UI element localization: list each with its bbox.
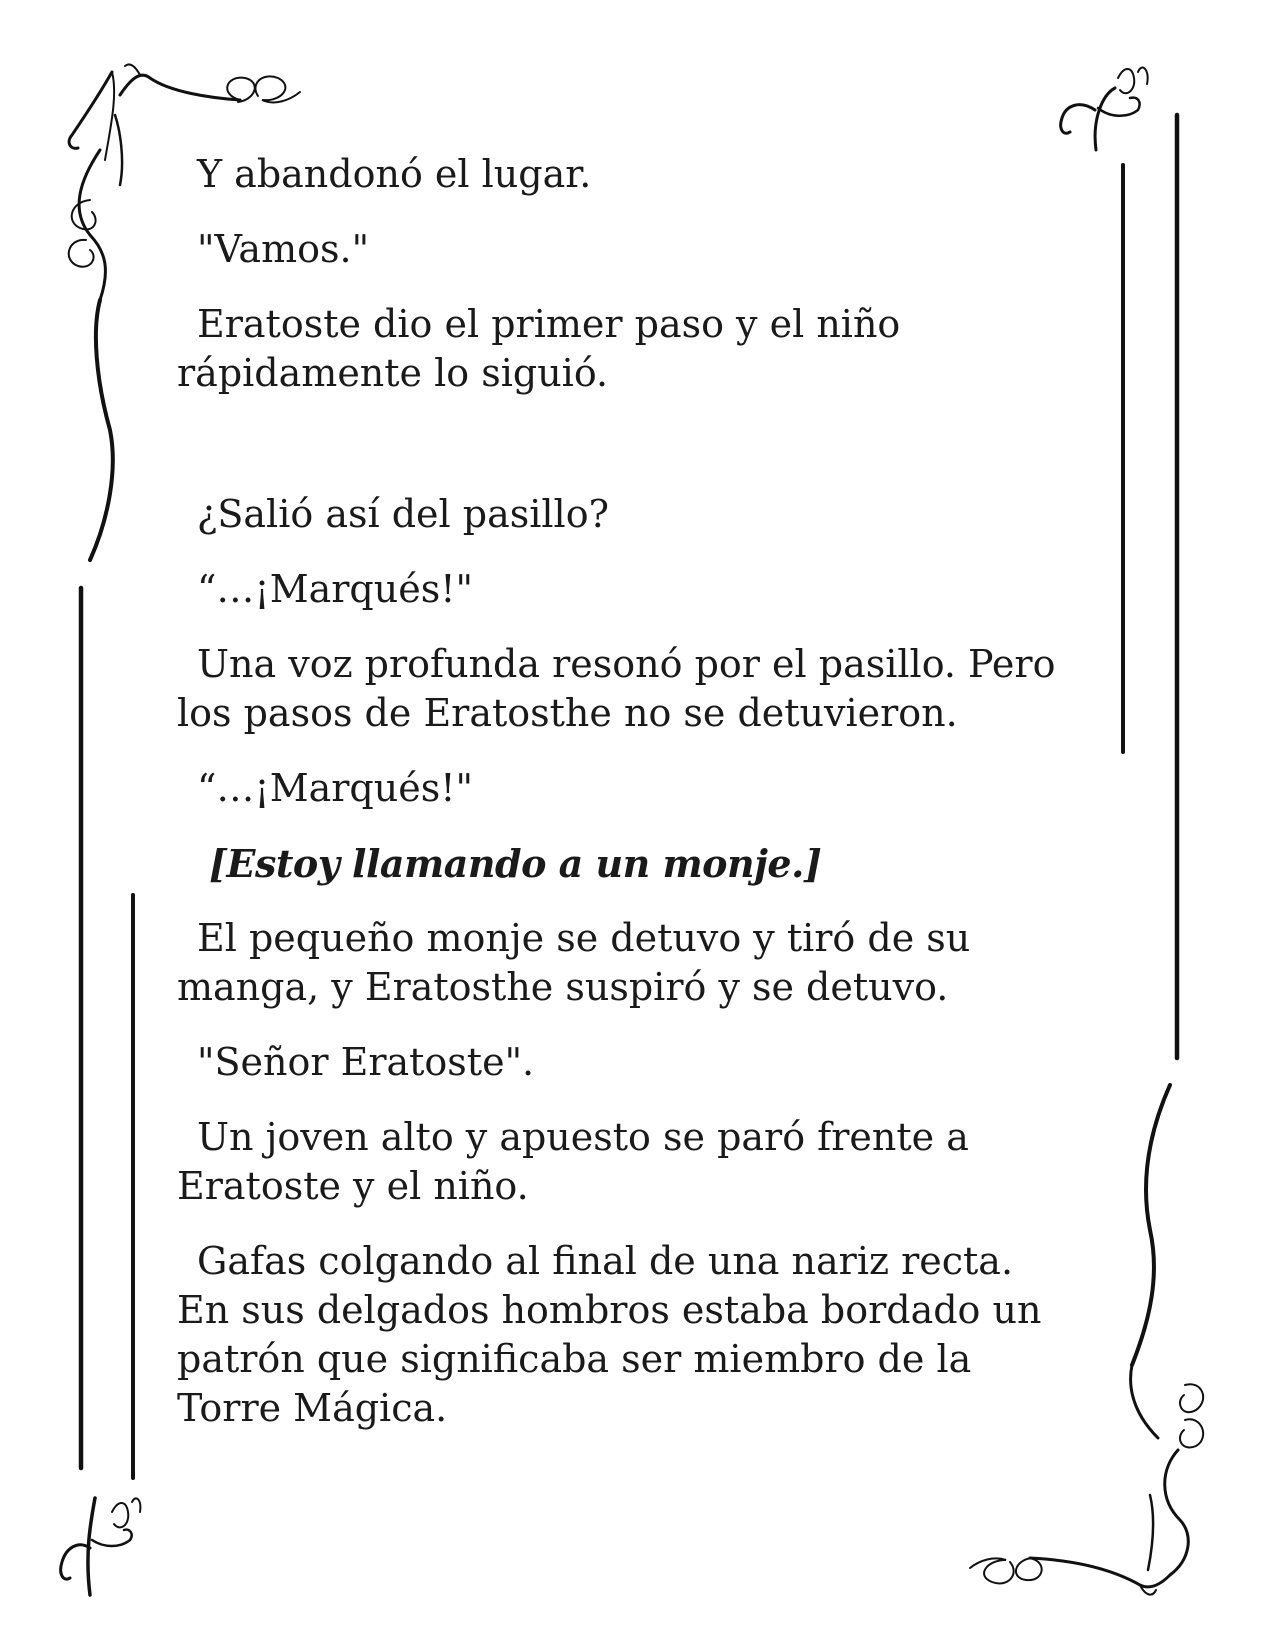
- paragraph-4: ¿Salió así del pasillo?: [197, 492, 609, 536]
- paragraph-5: “…¡Marqués!": [197, 567, 473, 611]
- paragraph-3: Eratoste dio el primer paso y el niño rápidamente lo siguió.: [177, 302, 901, 395]
- inner-monologue-line: [Estoy llamando a un monje.]: [209, 841, 822, 886]
- paragraph-7: “…¡Marqués!": [197, 766, 473, 810]
- paragraph-6: Una voz profunda resonó por el pasillo. Pero los pasos de Eratosthe no se detuvieron.: [177, 642, 1056, 735]
- paragraph-9: El pequeño monje se detuvo y tiró de su manga, y Eratosthe suspiró y se detuvo.: [177, 916, 971, 1009]
- bottom-left-flourish-ornament: [61, 1498, 141, 1595]
- top-right-flourish-ornament: [1061, 68, 1148, 150]
- paragraph-11: Un joven alto y apuesto se paró frente a Eratoste y el niño.: [177, 1115, 969, 1208]
- paragraph-1: Y abandonó el lugar.: [197, 152, 592, 196]
- paragraph-12: Gafas colgando al final de una nariz recta. En sus delgados hombros estaba bordado un patrón que significaba ser miembro de la Torre Mágica.: [177, 1239, 1042, 1430]
- paragraph-2: "Vamos.": [197, 227, 370, 271]
- page-text-body: [177, 150, 1077, 1459]
- paragraph-10: "Señor Eratoste".: [197, 1040, 535, 1084]
